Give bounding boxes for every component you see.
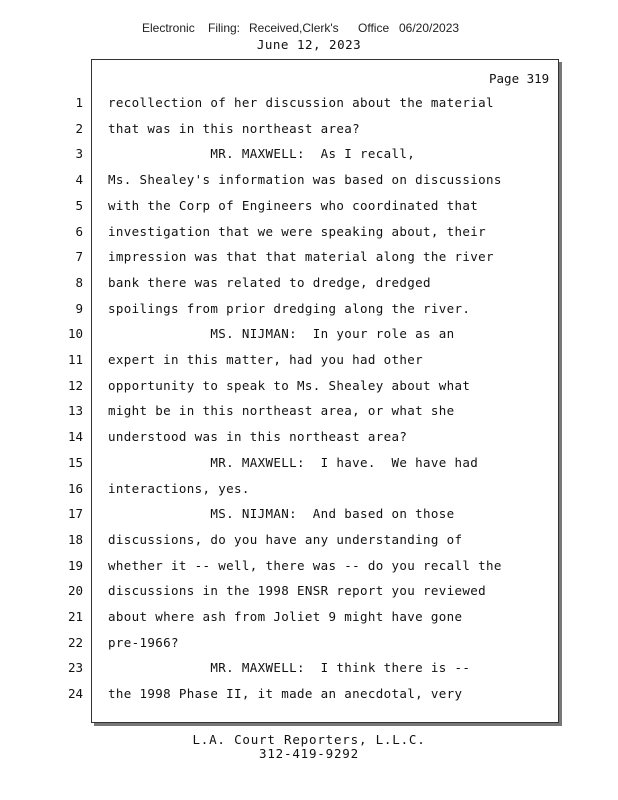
line-text: whether it -- well, there was -- do you recall the: [108, 558, 502, 573]
line-number: 23: [67, 660, 83, 675]
line-number: 4: [75, 172, 83, 187]
line-text: discussions, do you have any understanding of: [108, 532, 463, 547]
line-number: 1: [75, 95, 83, 110]
line-number: 6: [75, 224, 83, 239]
line-text: with the Corp of Engineers who coordinated that: [108, 198, 479, 213]
page-number: Page 319: [489, 71, 550, 86]
line-text: MR. MAXWELL: I think there is --: [108, 660, 471, 675]
line-text: MR. MAXWELL: As I recall,: [108, 146, 416, 161]
transcript-line: [0, 581, 618, 601]
filing-date: 06/20/2023: [399, 21, 460, 35]
transcript-line: [0, 170, 618, 190]
transcript-line: [0, 401, 618, 421]
line-text: MS. NIJMAN: In your role as an: [108, 326, 455, 341]
filing-word-received: Received,Clerk's: [249, 21, 339, 35]
line-number: 18: [67, 532, 83, 547]
line-text: investigation that we were speaking about, their: [108, 224, 487, 239]
transcript-date: June 12, 2023: [256, 37, 362, 52]
transcript-line: [0, 453, 618, 473]
filing-stamp: [0, 21, 618, 37]
transcript-line: [0, 684, 618, 704]
line-number: 17: [67, 506, 83, 521]
transcript-line: [0, 530, 618, 550]
line-text: the 1998 Phase II, it made an anecdotal, very: [108, 686, 463, 701]
reporter-company: L.A. Court Reporters, L.L.C.: [192, 732, 426, 747]
transcript-line: [0, 479, 618, 499]
filing-word-filing: Filing:: [208, 21, 241, 35]
line-text: opportunity to speak to Ms. Shealey about what: [108, 378, 471, 393]
line-number: 5: [75, 198, 83, 213]
line-text: MS. NIJMAN: And based on those: [108, 506, 455, 521]
transcript-line: [0, 144, 618, 164]
line-text: bank there was related to dredge, dredged: [108, 275, 431, 290]
transcript-line: [0, 607, 618, 627]
transcript-line: [0, 93, 618, 113]
reporter-phone: 312-419-9292: [259, 746, 359, 761]
transcript-line: [0, 633, 618, 653]
transcript-line: [0, 556, 618, 576]
line-text: that was in this northeast area?: [108, 121, 361, 136]
transcript-line: [0, 427, 618, 447]
line-text: pre-1966?: [108, 635, 179, 650]
line-number: 11: [67, 352, 83, 367]
line-text: understood was in this northeast area?: [108, 429, 408, 444]
transcript-line: [0, 196, 618, 216]
line-number: 15: [67, 455, 83, 470]
line-number: 3: [75, 146, 83, 161]
line-number: 2: [75, 121, 83, 136]
line-number: 20: [67, 583, 83, 598]
line-number: 14: [67, 429, 83, 444]
line-text: interactions, yes.: [108, 481, 250, 496]
transcript-line: [0, 119, 618, 139]
transcript-line: [0, 658, 618, 678]
line-number: 13: [67, 403, 83, 418]
line-text: might be in this northeast area, or what she: [108, 403, 455, 418]
transcript-line: [0, 324, 618, 344]
line-text: Ms. Shealey's information was based on discussions: [108, 172, 502, 187]
transcript-line: [0, 350, 618, 370]
line-number: 9: [75, 301, 83, 316]
footer: [0, 733, 618, 761]
line-text: MR. MAXWELL: I have. We have had: [108, 455, 479, 470]
line-number: 21: [67, 609, 83, 624]
line-number: 22: [67, 635, 83, 650]
transcript-line: [0, 376, 618, 396]
filing-word-office: Office: [358, 21, 390, 35]
transcript-line: [0, 222, 618, 242]
line-text: recollection of her discussion about the material: [108, 95, 494, 110]
filing-word-electronic: Electronic: [142, 21, 195, 35]
line-text: impression was that that material along the river: [108, 249, 494, 264]
line-number: 12: [67, 378, 83, 393]
line-text: discussions in the 1998 ENSR report you reviewed: [108, 583, 487, 598]
line-text: about where ash from Joliet 9 might have gone: [108, 609, 463, 624]
line-number: 10: [67, 326, 83, 341]
transcript-line: [0, 273, 618, 293]
line-text: spoilings from prior dredging along the river.: [108, 301, 471, 316]
line-number: 24: [67, 686, 83, 701]
transcript-line: [0, 247, 618, 267]
transcript-line: [0, 299, 618, 319]
line-number: 7: [75, 249, 83, 264]
line-text: expert in this matter, had you had other: [108, 352, 424, 367]
line-number: 16: [67, 481, 83, 496]
line-number: 8: [75, 275, 83, 290]
transcript-line: [0, 504, 618, 524]
line-number: 19: [67, 558, 83, 573]
